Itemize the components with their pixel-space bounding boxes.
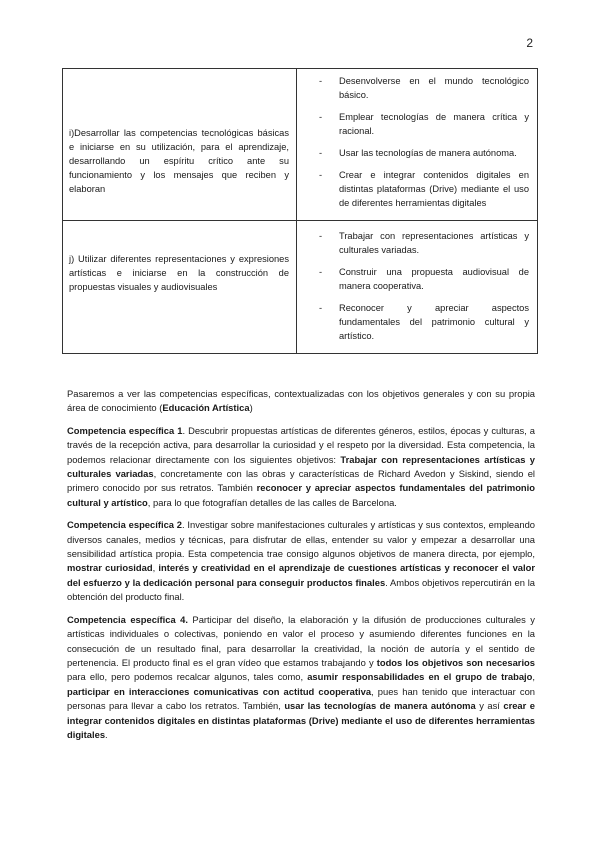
items-list: [297, 221, 537, 353]
items-list: [297, 69, 537, 220]
bold-run: interés y creatividad en el aprendizaje de cuestiones artísticas y reconocer el valor del esfuerzo y la dedicación personal para conseguir productos finales: [67, 562, 535, 588]
objectives-table: [62, 68, 538, 354]
text-run: . Ambos objetivos repercutirán en la obtención del producto final.: [67, 576, 535, 603]
objective-cell: [63, 69, 297, 221]
competence-2-title: Competencia específica 2: [67, 519, 182, 531]
text-run: Participar del diseño, la elaboración y la difusión de producciones culturales y artísticas individuales o colectivas, poniendo en valor el proceso y asumiendo diferentes funciones en la consecución de un resultado final, para desarrollar la creatividad, la noción de autoría y el sentido de pertenencia. El producto final es el gran vídeo que estamos trabajando y: [67, 613, 535, 668]
table-row: [63, 69, 538, 221]
list-item: - Construir una propuesta audiovisual de manera cooperativa.: [319, 265, 529, 293]
page-number: 2: [526, 36, 533, 50]
competence-4-title: Competencia específica 4.: [67, 613, 188, 625]
body-text: [67, 387, 535, 750]
bold-run: reconocer y apreciar aspectos fundamentales del patrimonio cultural y artístico: [67, 482, 535, 508]
items-cell: [297, 221, 538, 354]
text-run: , concretamente con las obras y características de Richard Avedon y Siskind, siendo el primero conocido por sus retratos. También: [67, 468, 535, 494]
list-item: - Usar las tecnologías de manera autónoma.: [319, 146, 529, 160]
text-run: , pues han tenido que interactuar con personas para llevar a cabo los retratos. También,: [67, 685, 535, 712]
competence-1-paragraph: [67, 424, 535, 510]
table-row: [63, 221, 538, 354]
text-run: para ello, pero podemos recalcar algunos, tales como,: [67, 671, 308, 683]
competence-1-title: Competencia específica 1: [67, 424, 183, 436]
bold-run: todos los objetivos son necesarios: [376, 656, 535, 668]
text-run: . Investigar sobre manifestaciones culturales y artísticas y sus contextos, empleando diversos canales, medios y técnicas, para disfrutar de ellas, entender su valor y empezar a desarrollar una sensibilidad artística propia. Esta competencia trae consigo algunos objetivos de manera directa, por ejemplo,: [67, 519, 535, 560]
objective-cell: [63, 221, 297, 354]
list-item: - Crear e integrar contenidos digitales en distintas plataformas (Drive) mediante el uso de diferentes herramientas digitales: [319, 168, 529, 210]
intro-end: ): [249, 402, 253, 414]
text-run: y así: [475, 700, 504, 712]
intro-bold: Educación Artística: [162, 402, 250, 414]
text-run: , para lo que fotografían detalles de las calles de Barcelona.: [147, 496, 397, 508]
text-run: . Descubrir propuestas artísticas de diferentes géneros, estilos, épocas y culturas, a través de la recepción activa, para desarrollar la curiosidad y el respeto por la diversidad. Esta competencia, la podemos relacionar directamente con los siguientes objetivos:: [67, 424, 535, 465]
objective-text: j) Utilizar diferentes representaciones y expresiones artísticas e iniciarse en la construcción de propuestas visuales y audiovisuales: [69, 254, 289, 292]
competence-2-paragraph: [67, 518, 535, 604]
bold-run: asumir responsabilidades en el grupo de trabajo: [307, 671, 533, 683]
items-cell: [297, 69, 538, 221]
intro-paragraph: [67, 387, 535, 416]
bold-run: mostrar curiosidad: [67, 562, 153, 574]
list-item: - Trabajar con representaciones artísticas y culturales variadas.: [319, 229, 529, 257]
bold-run: Trabajar con representaciones artísticas y culturales variadas: [67, 453, 535, 480]
bold-run: usar las tecnologías de manera autónoma: [284, 700, 476, 712]
list-item: - Desenvolverse en el mundo tecnológico básico.: [319, 74, 529, 102]
text-run: ,: [532, 671, 535, 683]
competence-4-paragraph: [67, 613, 535, 743]
objective-text: i)Desarrollar las competencias tecnológicas básicas e iniciarse en su utilización, para el aprendizaje, desarrollando un espíritu crítico ante su funcionamiento y los mensajes que reciben y elaboran: [69, 128, 289, 194]
text-run: .: [105, 728, 108, 740]
list-item: - Reconocer y apreciar aspectos fundamentales del patrimonio cultural y artístico.: [319, 301, 529, 343]
text-run: ,: [152, 562, 159, 574]
bold-run: participar en interacciones comunicativas con actitud cooperativa: [67, 685, 372, 697]
intro-text: Pasaremos a ver las competencias específicas, contextualizadas con los objetivos generales y con su propia área de conocimiento (: [67, 388, 535, 414]
bold-run: crear e integrar contenidos digitales en distintas plataformas (Drive) mediante el uso de diferentes herramientas digitales: [67, 700, 535, 740]
list-item: - Emplear tecnologías de manera crítica y racional.: [319, 110, 529, 138]
